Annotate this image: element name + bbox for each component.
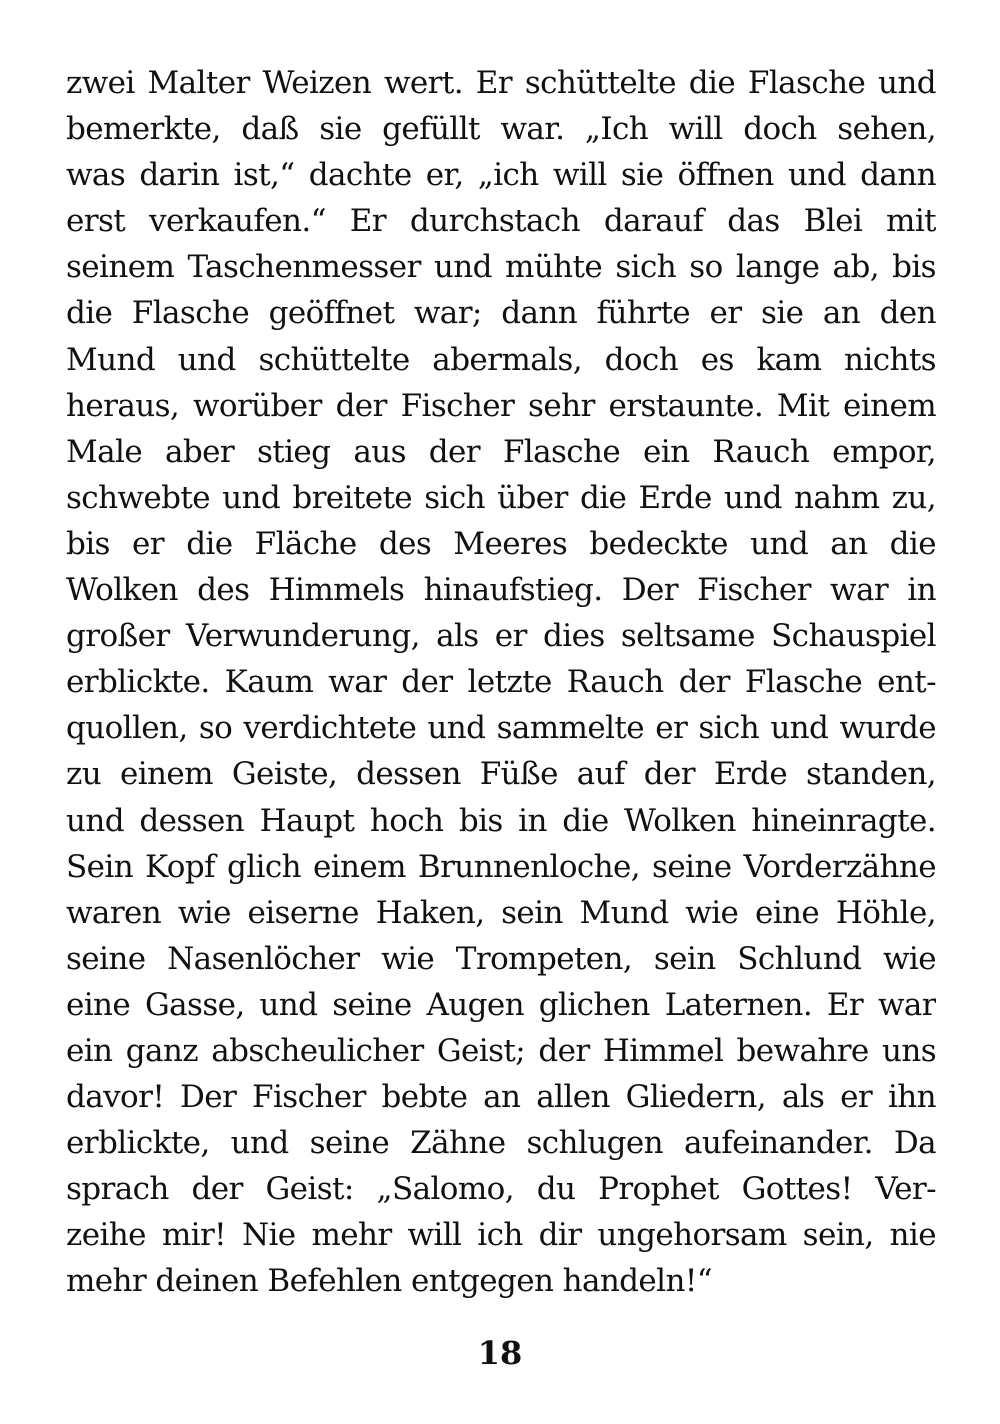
body-text <box>66 60 936 1305</box>
text-line: zu einem Geiste, dessen Füße auf der Erde standen, <box>66 756 936 793</box>
text-line: heraus, worüber der Fischer sehr erstaunte. Mit einem <box>66 387 936 424</box>
page-number: 18 <box>477 1334 523 1372</box>
text-line: sprach der Geist: „Salomo, du Prophet Gottes! Ver- <box>66 1171 936 1208</box>
text-line: schwebte und breitete sich über die Erde und nahm zu, <box>66 479 936 516</box>
text-line: was darin ist,“ dachte er, „ich will sie öffnen und dann <box>66 157 936 194</box>
text-line: großer Verwunderung, als er dies seltsame Schauspiel <box>66 618 936 655</box>
text-line: erst verkaufen.“ Er durchstach darauf das Blei mit <box>66 203 936 240</box>
text-line: erblickte. Kaum war der letzte Rauch der Flasche ent- <box>66 664 936 701</box>
text-line: Male aber stieg aus der Flasche ein Rauch empor, <box>66 433 936 470</box>
text-line: zwei Malter Weizen wert. Er schüttelte die Flasche und <box>66 65 936 101</box>
text-line: waren wie eiserne Haken, sein Mund wie eine Höhle, <box>66 894 936 931</box>
text-line: bemerkte, daß sie gefüllt war. „Ich will doch sehen, <box>66 111 936 148</box>
text-line: seinem Taschenmesser und mühte sich so lange ab, bis <box>66 249 936 286</box>
text-line: quollen, so verdichtete und sammelte er sich und wurde <box>66 710 936 747</box>
text-line: seine Nasenlöcher wie Trompeten, sein Schlund wie <box>66 940 936 977</box>
text-line: eine Gasse, und seine Augen glichen Laternen. Er war <box>66 986 936 1023</box>
text-line: erblickte, und seine Zähne schlugen aufeinander. Da <box>66 1125 936 1162</box>
text-line: zeihe mir! Nie mehr will ich dir ungehorsam sein, nie <box>66 1217 936 1254</box>
text-line: bis er die Fläche des Meeres bedeckte und an die <box>66 525 936 562</box>
text-line: ein ganz abscheulicher Geist; der Himmel bewahre uns <box>66 1032 936 1069</box>
text-line: davor! Der Fischer bebte an allen Gliedern, als er ihn <box>66 1079 936 1116</box>
text-line: Wolken des Himmels hinaufstieg. Der Fischer war in <box>66 572 936 609</box>
text-line: Mund und schüttelte abermals, doch es kam nichts <box>66 341 936 378</box>
text-line: und dessen Haupt hoch bis in die Wolken hineinragte. <box>66 802 936 839</box>
text-line: mehr deinen Befehlen entgegen handeln!“ <box>66 1263 712 1300</box>
text-line: Sein Kopf glich einem Brunnenloche, seine Vorderzähne <box>66 848 936 885</box>
text-line: die Flasche geöffnet war; dann führte er sie an den <box>66 295 936 332</box>
